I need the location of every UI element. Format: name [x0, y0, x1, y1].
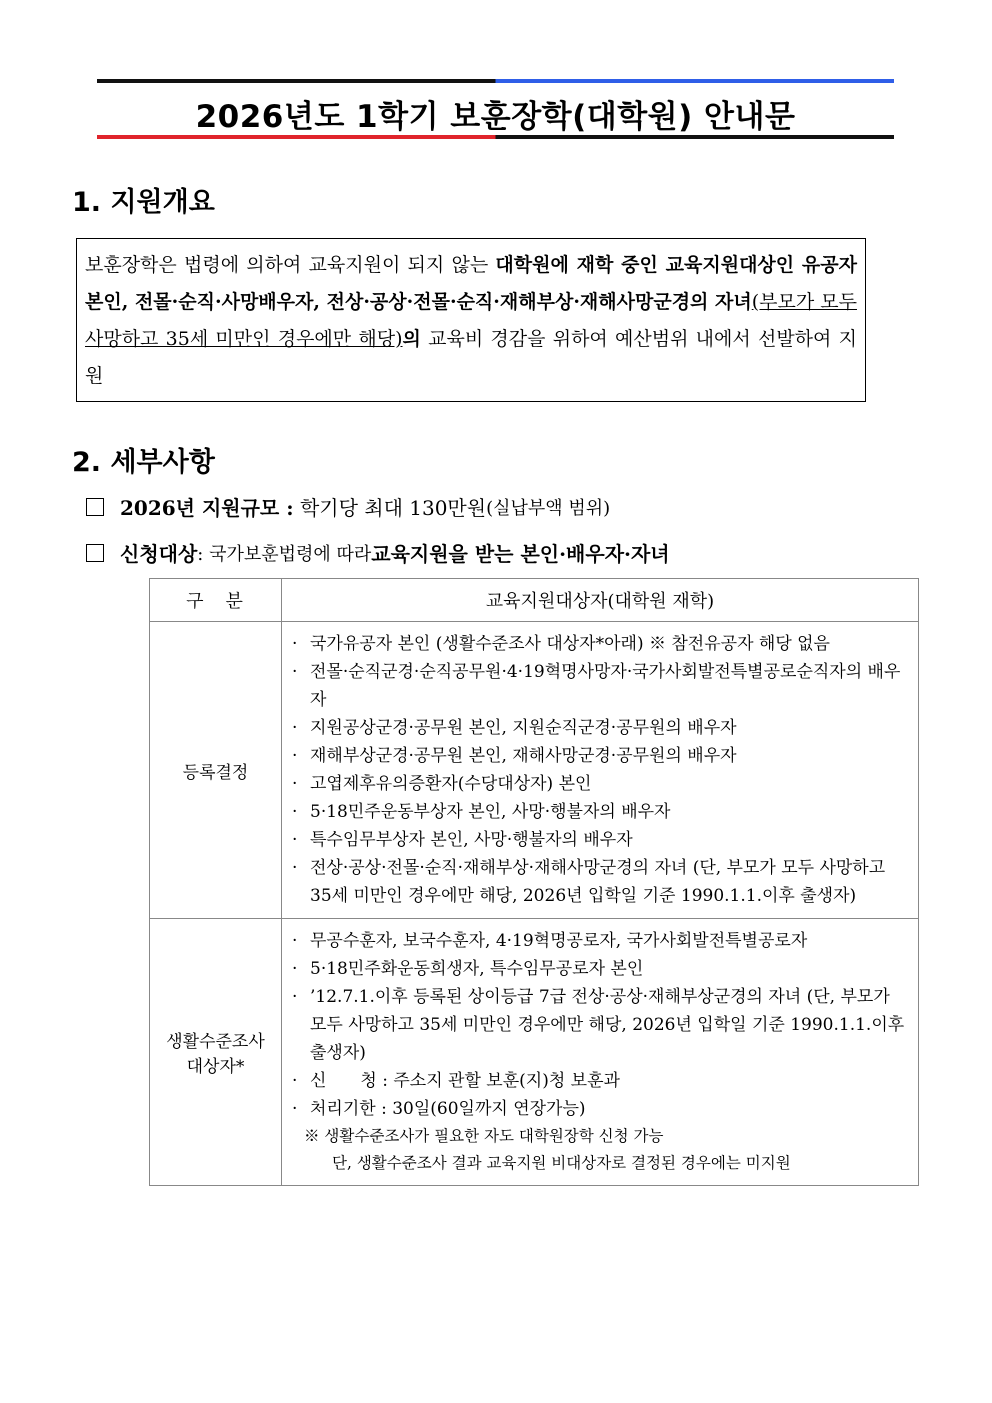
table-row — [150, 622, 919, 919]
list-item: · 전상·공상·전몰·순직·재해부상·재해사망군경의 자녀 (단, 부모가 모두 사망하고 35세 미만인 경우에만 해당, 2026년 입학일 기준 1990.1.1.이후 출생자) — [290, 854, 908, 910]
target-sep: : 국가보훈법령에 따라 — [197, 543, 372, 565]
title-top-rule — [97, 79, 894, 83]
row2-items — [282, 919, 919, 1186]
list-item: · 신 청 : 주소지 관할 보훈(지)청 보훈과 — [290, 1067, 908, 1095]
table-header-row — [150, 579, 919, 622]
list-item: · 재해부상군경·공무원 본인, 재해사망군경·공무원의 배우자 — [290, 742, 908, 770]
list-item: · 특수임무부상자 본인, 사망·행불자의 배우자 — [290, 826, 908, 854]
page-title: 2026년도 1학기 보훈장학(대학원) 안내문 — [195, 99, 796, 135]
scale-line — [86, 492, 610, 521]
header-category: 구 분 — [150, 579, 282, 622]
list-item: · ’12.7.1.이후 등록된 상이등급 7급 전상·공상·재해부상군경의 자녀 (단, 부모가 모두 사망하고 35세 미만인 경우에만 해당, 2026년 입학일 기준 1990.1.1.이후 출생자) — [290, 983, 908, 1067]
overview-text-1: 보훈장학은 법령에 의하여 교육지원이 되지 않는 — [85, 254, 496, 276]
list-item: · 5·18민주운동부상자 본인, 사망·행불자의 배우자 — [290, 798, 908, 826]
list-item: · 고엽제후유의증환자(수당대상자) 본인 — [290, 770, 908, 798]
checkbox-icon — [86, 498, 104, 516]
section2-heading: 2. 세부사항 — [72, 447, 215, 478]
note-line: ※ 생활수준조사가 필요한 자도 대학원장학 신청 가능 — [304, 1127, 664, 1145]
table-row — [150, 919, 919, 1186]
scale-label: 2026년 지원규모 : — [120, 496, 294, 520]
target-line — [86, 538, 670, 567]
overview-text-2: 교육비 경감을 위하여 예산범위 내에서 선발하여 지원 — [85, 328, 857, 387]
list-item: · 무공수훈자, 보국수훈자, 4·19혁명공로자, 국가사회발전특별공로자 — [290, 927, 908, 955]
list-item: · 처리기한 : 30일(60일까지 연장가능) — [290, 1095, 908, 1123]
title-bottom-rule — [97, 135, 894, 139]
row1-items — [282, 622, 919, 919]
overview-text-bold: 대학원에 재학 중인 교육지원대상인 유공자 본인, 전몰·순직·사망배우자, 전상·공상·전몰·순직·재해부상·재해사망군경의 자녀 — [85, 254, 857, 313]
row1-category: 등록결정 — [150, 622, 282, 919]
row2-category-line2: 대상자* — [186, 1057, 245, 1077]
overview-box — [76, 238, 866, 402]
overview-text-bold-2: 의 — [402, 328, 421, 350]
list-item: · 5·18민주화운동희생자, 특수임무공로자 본인 — [290, 955, 908, 983]
section1-heading: 1. 지원개요 — [72, 187, 215, 218]
scale-value: 학기당 최대 130만원 — [299, 496, 487, 520]
checkbox-icon — [86, 544, 104, 562]
detail-table — [149, 578, 919, 1186]
row2-category-line1: 생활수준조사 — [166, 1032, 265, 1052]
target-value: 교육지원을 받는 본인·배우자·자녀 — [371, 542, 670, 566]
list-item: · 국가유공자 본인 (생활수준조사 대상자*아래) ※ 참전유공자 해당 없음 — [290, 630, 908, 658]
title-banner — [97, 79, 894, 139]
scale-note: (실납부액 범위) — [486, 497, 611, 519]
note-line: 단, 생활수준조사 결과 교육지원 비대상자로 결정된 경우에는 미지원 — [332, 1154, 791, 1172]
target-label: 신청대상 — [120, 542, 198, 566]
list-item: · 전몰·순직군경·순직공무원·4·19혁명사망자·국가사회발전특별공로순직자의 배우자 — [290, 658, 908, 714]
list-item: · 지원공상군경·공무원 본인, 지원순직군경·공무원의 배우자 — [290, 714, 908, 742]
overview-text-underline: (부모가 모두 사망하고 35세 미만인 경우에만 해당) — [85, 291, 857, 350]
row2-category — [150, 919, 282, 1186]
header-target: 교육지원대상자(대학원 재학) — [282, 579, 919, 622]
